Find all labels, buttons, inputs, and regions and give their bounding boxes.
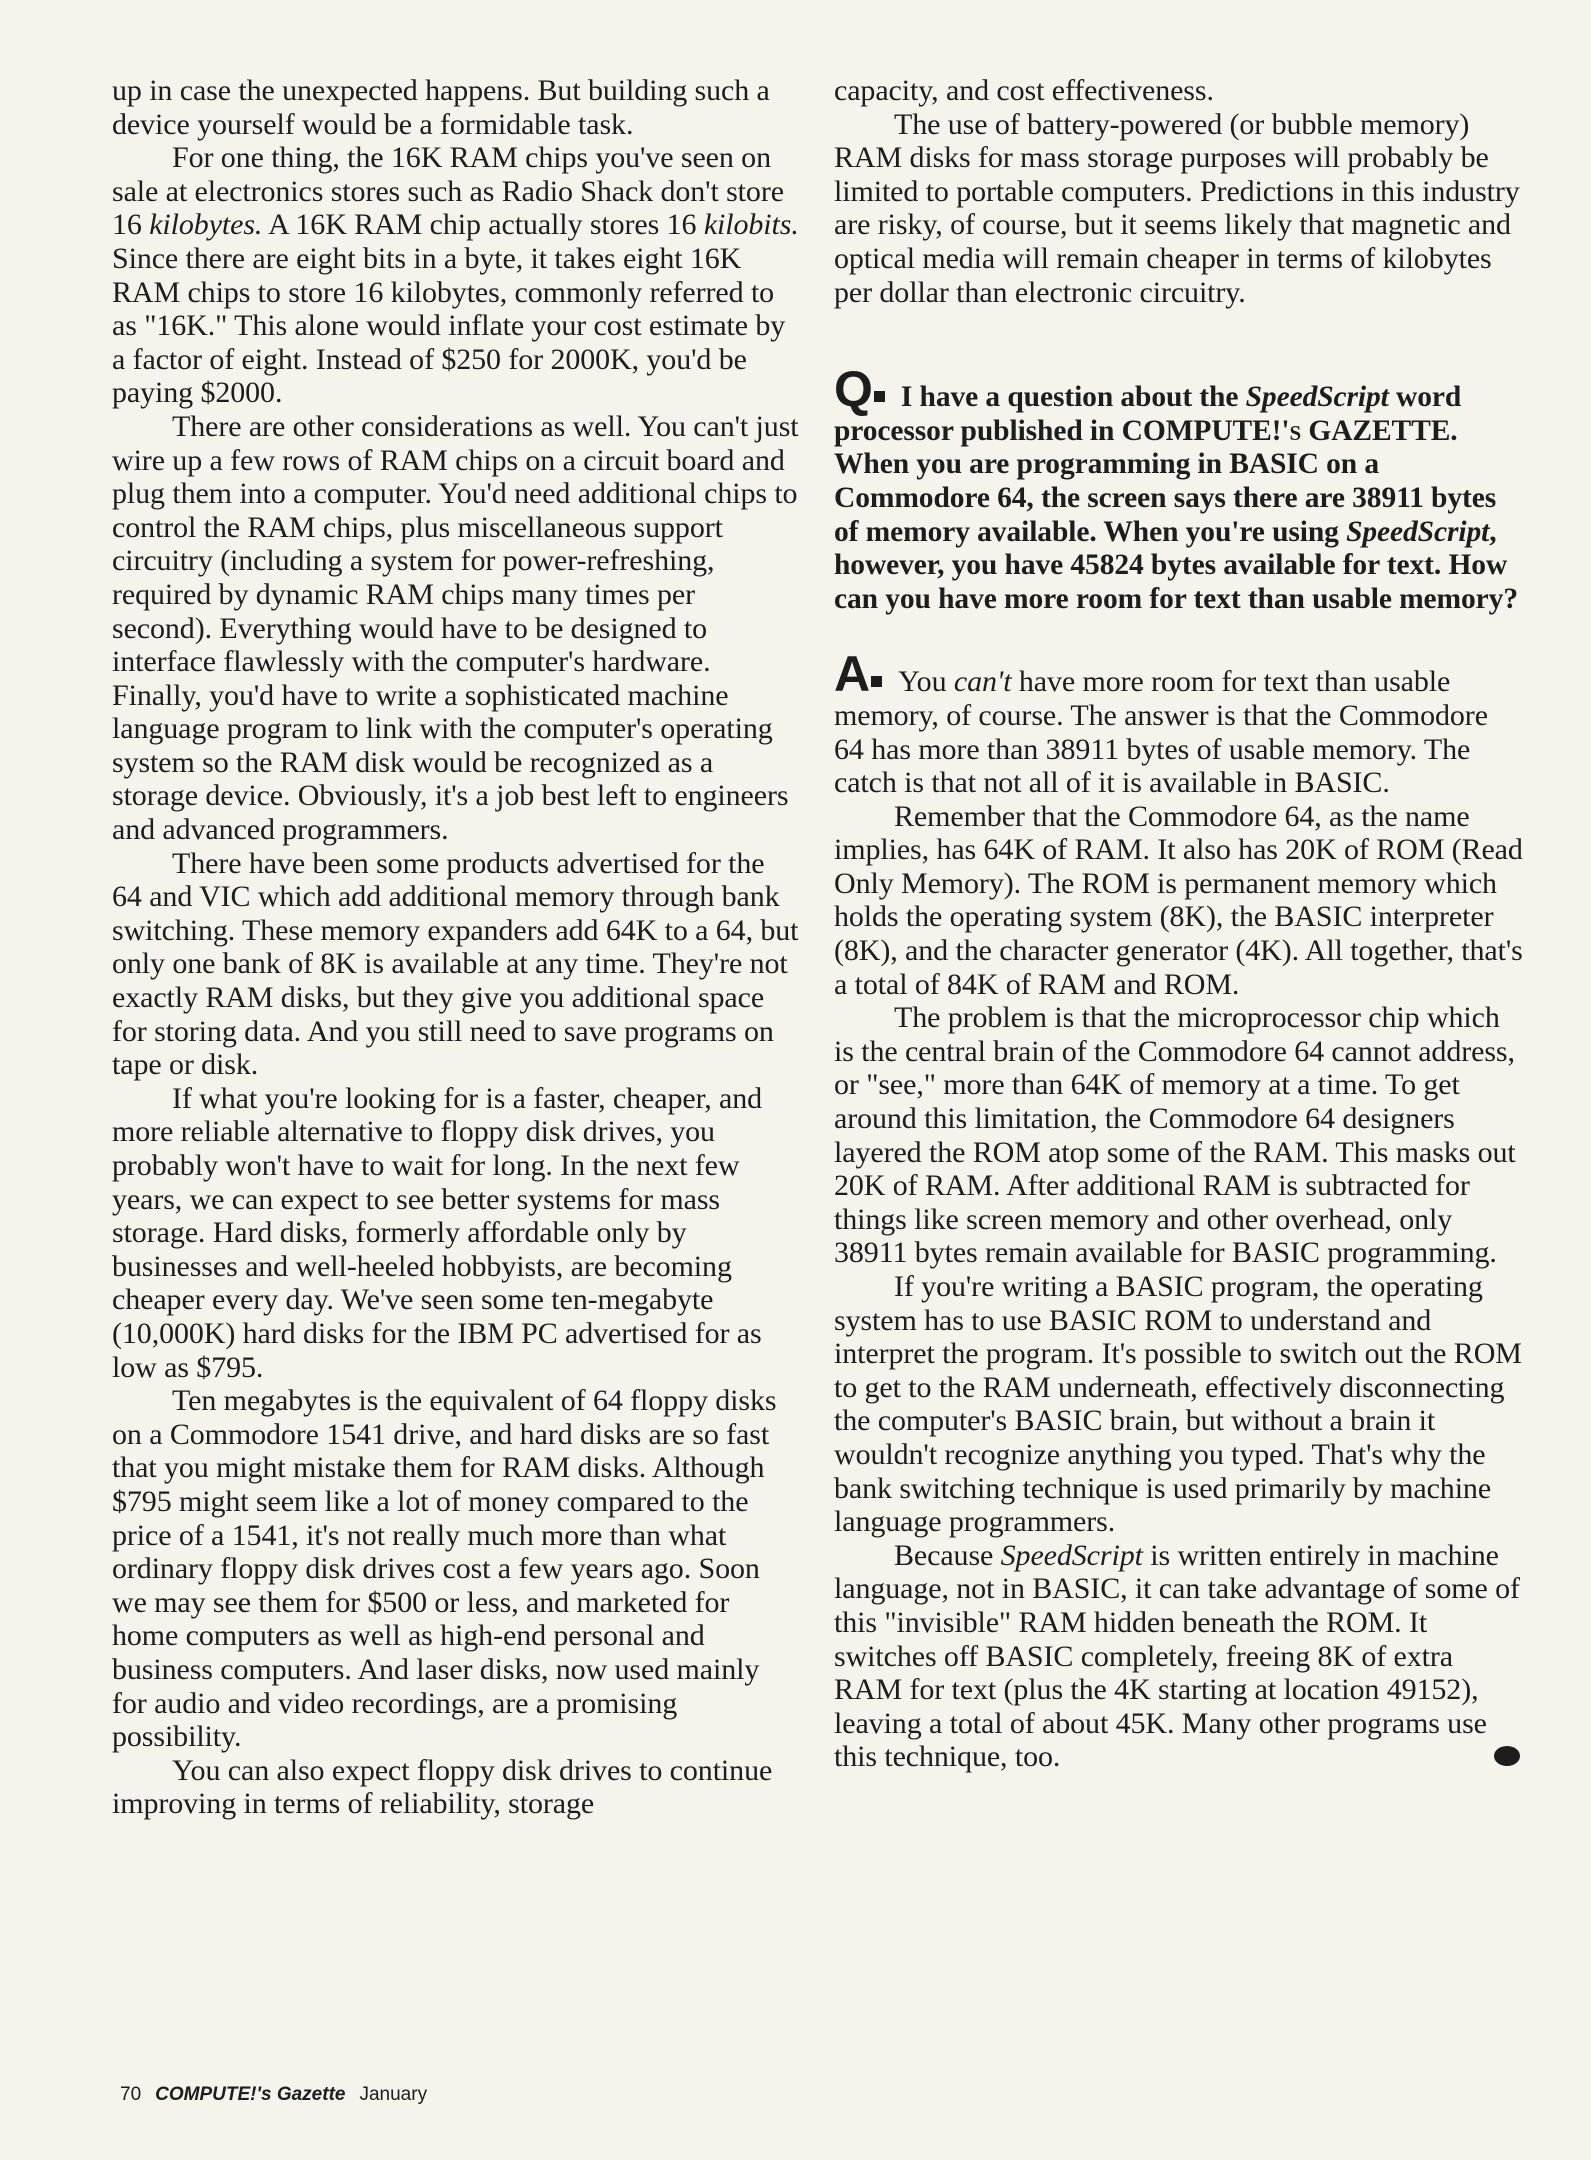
page-number: 70 (120, 2084, 142, 2105)
magazine-name: COMPUTE!'s Gazette (155, 2084, 346, 2105)
text: I have a question about the (900, 381, 1246, 414)
end-of-article-icon (1494, 1746, 1520, 1766)
right-column (834, 74, 1524, 1774)
page-footer (120, 2084, 427, 2106)
paragraph: There are other considerations as well. You can't just wire up a few rows of RAM chips on a circuit board and plug them into a computer. You'd need additional chips to control the RAM chips, plus miscellaneous support circuitry (including a system for power-refreshing, required by dynamic RAM chips many times per second). Everything would have to be designed to interface flawlessly with the computer's hardware. Finally, you'd have to write a sophisticated machine language program to link with the computer's operating system so the RAM disk would be recognized as a storage device. Obviously, it's a job best left to engineers and advanced programmers. (112, 409, 799, 847)
left-column (112, 74, 800, 1821)
paragraph (834, 1539, 1524, 1774)
answer-block (834, 646, 1524, 800)
small-caps-text: COMPUTE!'s GAZETTE (1121, 414, 1451, 447)
text: For one thing, the 16K RAM chips you've seen on sale at electronics stores such as Radio Shack don't store 16 (112, 141, 784, 242)
marker-square-icon (874, 391, 885, 402)
text: word processor published in (834, 381, 1462, 447)
text: Because (894, 1538, 1001, 1572)
paragraph (112, 141, 800, 410)
text: You (898, 665, 954, 699)
paragraph: Ten megabytes is the equivalent of 64 floppy disks on a Commodore 1541 drive, and hard disks are so fast that you might mistake them for RAM disks. Although $795 might seem like a lot of money compared to the price of a 1541, it's not really much more than what ordinary floppy disk drives cost a few years ago. Soon we may see them for $500 or less, and marketed for home computers as well as high-end personal and business computers. And laser disks, now used mainly for audio and video recordings, are a promising possibility. (112, 1384, 777, 1754)
text: is written entirely in machine language, not in BASIC, it can take advantage of some of this "invisible" RAM hidden beneath the ROM. It switches off BASIC completely, freeing 8K of extra RAM for text (plus the 4K starting at location 49152), leaving a total of about 45K. Many other programs use this technique, too. (834, 1538, 1520, 1774)
paragraph: If you're writing a BASIC program, the operating system has to use BASIC ROM to understand and interpret the program. It's possible to switch out the ROM to get to the RAM underneath, effectively disconnecting the computer's BASIC brain, but without a brain it wouldn't recognize anything you typed. That's why the bank switching technique is used primarily by machine language programmers. (834, 1270, 1522, 1539)
issue-month: January (359, 2084, 428, 2105)
italic-text: can't (953, 665, 1012, 699)
italic-text: SpeedScript (1346, 515, 1490, 548)
text: Since there are eight bits in a byte, it takes eight 16K RAM chips to store 16 kilobytes, commonly referred to as "16K." This alone would inflate your cost estimate by a factor of eight. Instead of $250 for 2000K, you'd be paying $2000. (112, 241, 786, 410)
italic-text: SpeedScript (1245, 381, 1389, 414)
paragraph: You can also expect floppy disk drives to continue improving in terms of reliability, storage (112, 1753, 773, 1821)
paragraph: There have been some products advertised for the 64 and VIC which add additional memory through bank switching. These memory expanders add 64K to a 64, but only one bank of 8K is available at any time. They're not exactly RAM disks, but they give you additional space for storing data. And you still need to save programs on tape or disk. (112, 846, 799, 1082)
paragraph: capacity, and cost effectiveness. (834, 74, 1214, 107)
paragraph: up in case the unexpected happens. But building such a device yourself would be a formidable task. (112, 74, 770, 141)
paragraph: The use of battery-powered (or bubble memory) RAM disks for mass storage purposes will probably be limited to portable computers. Predictions in this industry are risky, of course, but it seems likely that magnetic and optical media will remain cheaper in terms of kilobytes per dollar than electronic circuitry. (834, 107, 1520, 309)
question-marker (834, 361, 901, 417)
question-letter: Q (834, 361, 871, 418)
italic-text: kilobytes. (149, 208, 263, 242)
question-block (834, 361, 1524, 616)
italic-text: SpeedScript (1000, 1538, 1143, 1572)
italic-text: kilobits. (703, 208, 799, 242)
text: . When you are programming in BASIC on a Commodore 64, the screen says there are 38911 bytes of memory available. When you're using (834, 414, 1497, 548)
paragraph: If what you're looking for is a faster, cheaper, and more reliable alternative to floppy disk drives, you probably won't have to wait for long. In the next few years, we can expect to see better systems for mass storage. Hard disks, formerly affordable only by businesses and well-heeled hobbyists, are becoming cheaper every day. We've seen some ten-megabyte (10,000K) hard disks for the IBM PC advertised for as low as $795. (112, 1081, 763, 1384)
paragraph: Remember that the Commodore 64, as the name implies, has 64K of RAM. It also has 20K of ROM (Read Only Memory). The ROM is permanent memory which holds the operating system (8K), the BASIC interpreter (8K), and the character generator (4K). All together, that's a total of 84K of RAM and ROM. (834, 799, 1523, 1001)
answer-letter: A (834, 646, 869, 703)
paragraph: The problem is that the microprocessor chip which is the central brain of the Commodore 64 cannot address, or "see," more than 64K of memory at a time. To get around this limitation, the Commodore 64 designers layered the ROM atop some of the RAM. This masks out 20K of RAM. After additional RAM is subtracted for things like screen memory and other overhead, only 38911 bytes remain available for BASIC programming. (834, 1001, 1516, 1270)
text: , however, you have 45824 bytes available for text. How can you have more room for text than usable memory? (834, 515, 1518, 615)
text: have more room for text than usable memory, of course. The answer is that the Commodore 64 has more than 38911 bytes of usable memory. The catch is that not all of it is available in BASIC. (834, 665, 1488, 800)
text: A 16K RAM chip actually stores 16 (262, 208, 704, 242)
marker-square-icon (871, 676, 882, 687)
answer-marker (834, 646, 898, 702)
